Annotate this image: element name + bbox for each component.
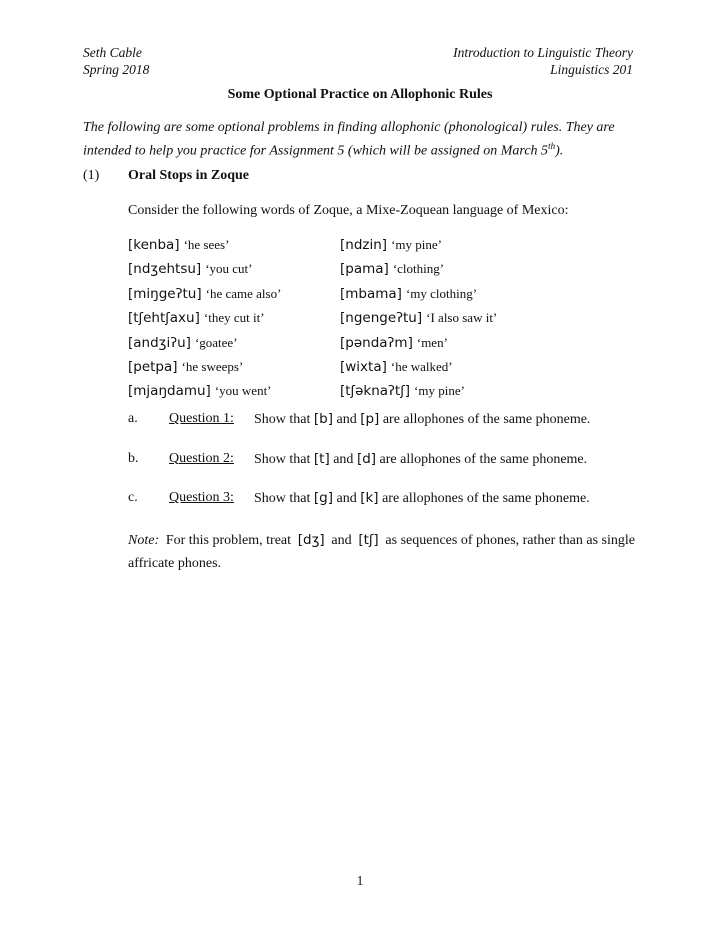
header-course-number: Linguistics 201: [550, 62, 633, 77]
problem-heading: Oral Stops in Zoque: [128, 168, 249, 183]
header-author: Seth Cable: [83, 45, 142, 60]
problem-number: (1): [83, 168, 100, 183]
word-ipa: [miŋgeʔtu]: [128, 285, 202, 302]
word-entry: [128, 236, 328, 260]
questions-list: [128, 411, 638, 530]
intro-line-2-text: intended to help you practice for Assignment 5 (which will be assigned on March 5: [83, 143, 549, 159]
question-text-part: Show that: [254, 412, 311, 427]
question-text-part: are allophones of the same phoneme.: [379, 451, 588, 467]
question-text: [254, 490, 590, 507]
word-entry: [340, 358, 600, 382]
word-gloss: ‘my clothing’: [405, 285, 478, 301]
word-entry: [128, 309, 328, 333]
word-gloss: ‘you cut’: [205, 261, 253, 277]
word-entry: [340, 309, 600, 333]
word-entry: [128, 285, 328, 309]
question-text-part: are allophones of the same phoneme.: [382, 491, 590, 506]
note-line-1: [128, 529, 635, 552]
question-label: Question 3:: [169, 490, 234, 505]
question-text-part: are allophones of the same phoneme.: [382, 412, 591, 427]
word-ipa: [mjaŋdamu]: [128, 383, 211, 400]
question-phone: [t]: [313, 450, 330, 467]
question-label: Question 1:: [169, 411, 234, 426]
word-ipa: [ndʒehtsu]: [128, 261, 202, 278]
words-right-column: [340, 236, 600, 407]
problem-instruction: Consider the following words of Zoque, a Mixe-Zoquean language of Mexico:: [128, 203, 569, 218]
word-entry: [128, 358, 328, 382]
word-entry: [340, 334, 600, 358]
note-label: Note:: [128, 533, 160, 548]
word-ipa: [pəndaʔm]: [340, 334, 413, 351]
word-entry: [340, 236, 600, 260]
word-ipa: [ndzin]: [340, 237, 388, 253]
page-title: Some Optional Practice on Allophonic Rules: [227, 87, 493, 102]
word-gloss: ‘men’: [416, 334, 448, 350]
word-ipa: [ngengeʔtu]: [340, 310, 423, 327]
word-entry: [340, 260, 600, 284]
word-entry: [340, 382, 600, 406]
word-ipa: [mbama]: [340, 285, 402, 302]
note-text-2: and: [331, 533, 352, 548]
note-paragraph: [128, 529, 635, 575]
note-line-2: affricate phones.: [128, 556, 222, 571]
question-row: [128, 451, 638, 491]
question-text-part: Show that: [254, 451, 311, 467]
word-entry: [340, 285, 600, 309]
intro-superscript: th: [548, 141, 556, 151]
question-label: Question 2:: [169, 450, 234, 466]
note-text-1: For this problem, treat: [165, 533, 292, 548]
word-gloss: ‘you went’: [214, 383, 272, 399]
note-phone-2: [tʃ]: [358, 532, 379, 548]
question-phone: [g]: [313, 490, 333, 506]
word-gloss: ‘he sweeps’: [181, 358, 244, 374]
word-gloss: ‘they cut it’: [203, 310, 265, 326]
question-phone: [b]: [313, 411, 333, 427]
word-gloss: ‘goatee’: [194, 334, 238, 350]
note-text-3: as sequences of phones, rather than as single: [385, 533, 635, 548]
intro-line-2: [83, 137, 643, 161]
question-letter: b.: [128, 450, 139, 466]
word-entry: [128, 260, 328, 284]
word-gloss: ‘my pine’: [414, 383, 465, 399]
header-term: Spring 2018: [83, 62, 150, 77]
intro-line-2-end: ).: [555, 143, 564, 159]
question-phone: [d]: [356, 450, 377, 467]
question-letter: a.: [128, 411, 138, 426]
word-gloss: ‘I also saw it’: [426, 310, 498, 326]
word-gloss: ‘clothing’: [392, 261, 445, 277]
question-text: [254, 411, 590, 428]
word-ipa: [andʒiʔu]: [128, 334, 191, 351]
header-course-title: Introduction to Linguistic Theory: [453, 45, 633, 60]
word-gloss: ‘he walked’: [390, 358, 453, 374]
question-row: [128, 490, 638, 530]
word-ipa: [kenba]: [128, 237, 180, 253]
word-gloss: ‘he came also’: [205, 285, 282, 301]
question-text-part: and: [336, 491, 357, 506]
intro-paragraph: [83, 118, 643, 161]
question-text: [254, 451, 587, 468]
word-gloss: ‘my pine’: [391, 237, 442, 252]
question-letter: c.: [128, 490, 138, 505]
word-ipa: [pama]: [340, 261, 389, 278]
word-entry: [128, 382, 328, 406]
word-ipa: [petpa]: [128, 358, 178, 375]
words-left-column: [128, 236, 328, 407]
word-ipa: [tʃehtʃaxu]: [128, 310, 200, 327]
question-text-part: and: [336, 412, 357, 427]
word-gloss: ‘he sees’: [183, 237, 230, 252]
word-ipa: [wixta]: [340, 358, 387, 375]
word-ipa: [tʃəknaʔtʃ]: [340, 383, 411, 400]
question-text-part: Show that: [254, 491, 311, 506]
note-phone-1: [dʒ]: [297, 532, 325, 548]
page-number: 1: [356, 873, 364, 888]
question-phone: [p]: [360, 411, 380, 427]
intro-line-1: The following are some optional problems in finding allophonic (phonological) rules. They are: [83, 120, 615, 135]
question-phone: [k]: [360, 490, 379, 506]
question-text-part: and: [333, 451, 354, 467]
word-entry: [128, 334, 328, 358]
question-row: [128, 411, 638, 451]
